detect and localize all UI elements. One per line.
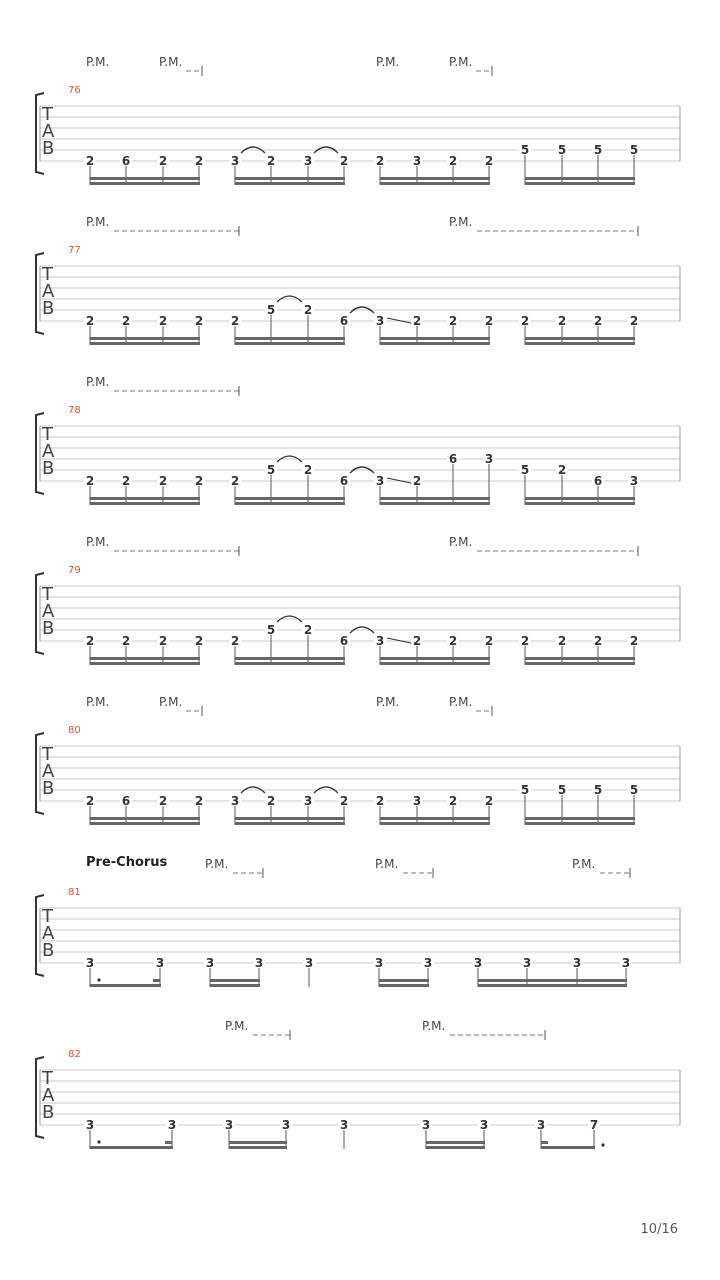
tab-clef-letter: T [42,264,53,285]
fret-number: 2 [230,634,240,648]
palm-mute-label: P.M. [159,695,183,709]
fret-number: 2 [194,634,204,648]
tab-clef-letter: A [42,761,55,782]
fret-number: 5 [266,623,276,637]
palm-mute-label: P.M. [86,695,110,709]
palm-mute-label: P.M. [572,857,596,871]
fret-number: 2 [85,154,95,168]
palm-mute-label: P.M. [86,535,110,549]
fret-number: 2 [303,463,313,477]
fret-number: 2 [194,154,204,168]
beam [90,657,200,660]
beam [229,1141,287,1144]
beam [380,817,490,820]
fret-number: 2 [448,314,458,328]
fret-number: 3 [85,1118,95,1132]
beam [380,342,490,345]
tab-clef-letter: B [42,1102,55,1123]
fret-number: 2 [557,314,567,328]
fret-number: 2 [339,794,349,808]
fret-number: 5 [593,783,603,797]
beam [235,177,345,180]
fret-number: 3 [473,956,483,970]
fret-number: 2 [121,634,131,648]
beam [380,182,490,185]
fret-number: 2 [412,314,422,328]
tab-clef-letter: A [42,281,55,302]
beam [380,662,490,665]
fret-number: 6 [339,474,349,488]
beam [235,662,345,665]
beam [426,1141,485,1144]
beam [229,1146,287,1149]
fret-number: 5 [266,463,276,477]
fret-number: 2 [484,634,494,648]
fret-number: 2 [121,474,131,488]
fret-number: 2 [158,634,168,648]
beam [235,817,345,820]
palm-mute-label: P.M. [449,215,473,229]
palm-mute-label: P.M. [422,1019,446,1033]
tab-clef-letter: A [42,601,55,622]
tab-clef-letter: T [42,424,53,445]
beam [525,337,635,340]
fret-number: 3 [479,1118,489,1132]
measure-number: 77 [68,245,81,256]
fret-number: 2 [85,794,95,808]
measure-number: 78 [68,405,81,416]
beam [379,984,429,987]
fret-number: 2 [484,154,494,168]
fret-number: 6 [339,634,349,648]
fret-number: 2 [194,474,204,488]
measure-number: 76 [68,85,81,96]
tab-clef-letter: B [42,298,55,319]
fret-number: 6 [121,154,131,168]
beam [235,657,345,660]
palm-mute-label: P.M. [449,695,473,709]
fret-number: 2 [85,314,95,328]
beam [525,342,635,345]
beam [525,502,635,505]
fret-number: 3 [536,1118,546,1132]
fret-number: 3 [85,956,95,970]
beam [426,1146,485,1149]
palm-mute-label: P.M. [375,857,399,871]
fret-number: 2 [557,463,567,477]
fret-number: 2 [121,314,131,328]
tab-clef-letter: A [42,1085,55,1106]
beam [380,497,490,500]
fret-number: 3 [167,1118,177,1132]
fret-number: 2 [194,794,204,808]
fret-number: 2 [448,154,458,168]
fret-number: 6 [448,452,458,466]
palm-mute-label: P.M. [449,535,473,549]
fret-number: 2 [375,154,385,168]
beam [90,182,200,185]
fret-number: 5 [629,143,639,157]
fret-number: 3 [374,956,384,970]
fret-number: 6 [593,474,603,488]
fret-number: 2 [230,474,240,488]
beam [210,984,260,987]
fret-number: 3 [629,474,639,488]
fret-number: 2 [484,314,494,328]
palm-mute-label: P.M. [159,55,183,69]
beam [525,182,635,185]
palm-mute-label: P.M. [449,55,473,69]
palm-mute-label: P.M. [86,55,110,69]
fret-number: 2 [629,634,639,648]
beam-hook [153,979,160,982]
fret-number: 3 [412,154,422,168]
beam [90,984,161,987]
fret-number: 2 [158,794,168,808]
fret-number: 3 [572,956,582,970]
fret-number: 2 [593,634,603,648]
tab-clef-letter: B [42,618,55,639]
beam [380,177,490,180]
fret-number: 2 [303,623,313,637]
palm-mute-label: P.M. [86,375,110,389]
beam [525,497,635,500]
fret-number: 3 [205,956,215,970]
fret-number: 5 [520,783,530,797]
beam [525,822,635,825]
measure-number: 80 [68,725,81,736]
fret-number: 3 [304,956,314,970]
fret-number: 2 [520,634,530,648]
tab-clef-letter: T [42,104,53,125]
beam [379,979,429,982]
beam [235,337,345,340]
beam [235,502,345,505]
fret-number: 5 [266,303,276,317]
beam [90,822,200,825]
fret-number: 3 [375,314,385,328]
measure-number: 82 [68,1049,81,1060]
beam [380,502,490,505]
fret-number: 2 [484,794,494,808]
fret-number: 3 [339,1118,349,1132]
beam [380,657,490,660]
palm-mute-label: P.M. [86,215,110,229]
fret-number: 5 [520,143,530,157]
tab-clef-letter: T [42,744,53,765]
fret-number: 3 [484,452,494,466]
fret-number: 3 [412,794,422,808]
beam [478,984,627,987]
beam-hook [541,1141,548,1144]
palm-mute-label: P.M. [376,55,400,69]
beam [210,979,260,982]
tab-clef-letter: T [42,584,53,605]
fret-number: 2 [557,634,567,648]
measure-number: 81 [68,887,81,898]
fret-number: 5 [557,783,567,797]
fret-number: 2 [194,314,204,328]
beam [90,497,200,500]
beam-hook [165,1141,172,1144]
beam [90,502,200,505]
fret-number: 3 [375,634,385,648]
tab-clef-letter: A [42,441,55,462]
fret-number: 2 [412,474,422,488]
fret-number: 2 [375,794,385,808]
fret-number: 3 [303,794,313,808]
fret-number: 7 [589,1118,599,1132]
fret-number: 2 [85,474,95,488]
tab-clef-letter: B [42,940,55,961]
fret-number: 3 [230,794,240,808]
fret-number: 2 [629,314,639,328]
tab-clef-letter: T [42,906,53,927]
beam [90,817,200,820]
fret-number: 2 [303,303,313,317]
fret-number: 3 [254,956,264,970]
fret-number: 3 [421,1118,431,1132]
fret-number: 6 [121,794,131,808]
beam [478,979,627,982]
fret-number: 2 [230,314,240,328]
palm-mute-label: P.M. [225,1019,249,1033]
tab-clef-letter: B [42,138,55,159]
fret-number: 6 [339,314,349,328]
tab-clef-letter: B [42,778,55,799]
fret-number: 3 [375,474,385,488]
fret-number: 2 [339,154,349,168]
fret-number: 2 [158,154,168,168]
rhythm-dot [97,1140,100,1143]
beam [235,822,345,825]
fret-number: 2 [448,634,458,648]
rhythm-dot [601,1143,604,1146]
fret-number: 2 [448,794,458,808]
page-number: 10/16 [640,1222,678,1237]
beam [235,497,345,500]
tab-clef-letter: B [42,458,55,479]
fret-number: 5 [629,783,639,797]
tab-clef-letter: T [42,1068,53,1089]
beam [541,1146,595,1149]
fret-number: 3 [281,1118,291,1132]
beam [525,177,635,180]
beam [525,657,635,660]
tab-clef-letter: A [42,121,55,142]
fret-number: 2 [412,634,422,648]
beam [380,822,490,825]
fret-number: 2 [85,634,95,648]
beam [90,337,200,340]
beam [525,662,635,665]
beam [380,337,490,340]
measure-number: 79 [68,565,81,576]
palm-mute-label: P.M. [205,857,229,871]
rhythm-dot [97,978,100,981]
section-label: Pre-Chorus [86,855,168,870]
fret-number: 3 [423,956,433,970]
beam [525,817,635,820]
beam [90,662,200,665]
fret-number: 2 [266,794,276,808]
beam [235,182,345,185]
fret-number: 3 [230,154,240,168]
fret-number: 2 [158,314,168,328]
fret-number: 3 [155,956,165,970]
fret-number: 2 [593,314,603,328]
fret-number: 2 [158,474,168,488]
beam [90,1146,173,1149]
fret-number: 2 [266,154,276,168]
beam [90,342,200,345]
beam [235,342,345,345]
fret-number: 5 [593,143,603,157]
fret-number: 5 [557,143,567,157]
fret-number: 3 [621,956,631,970]
fret-number: 5 [520,463,530,477]
tab-clef-letter: A [42,923,55,944]
fret-number: 3 [303,154,313,168]
palm-mute-label: P.M. [376,695,400,709]
fret-number: 2 [520,314,530,328]
fret-number: 3 [224,1118,234,1132]
fret-number: 3 [522,956,532,970]
beam [90,177,200,180]
